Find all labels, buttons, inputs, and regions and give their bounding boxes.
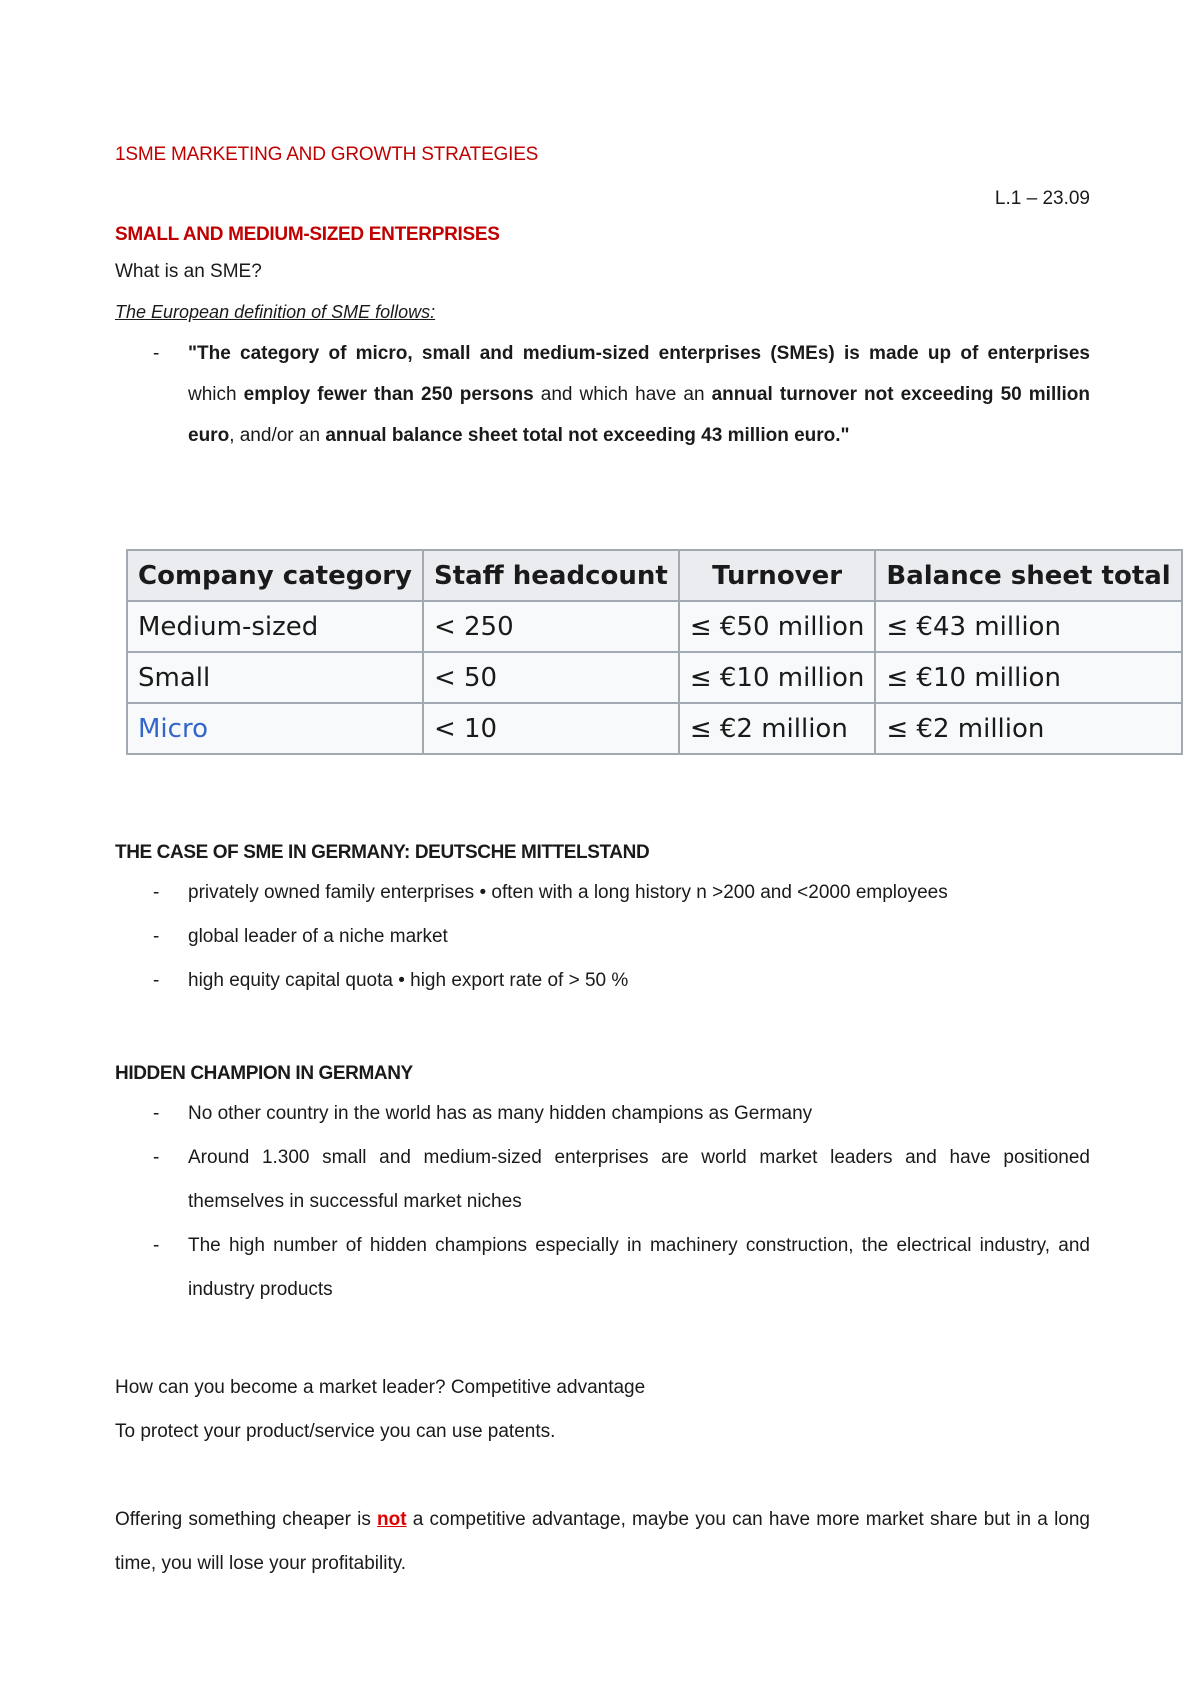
table-row bbox=[127, 601, 1182, 652]
table-header-row bbox=[127, 550, 1182, 601]
sme-heading: SMALL AND MEDIUM-SIZED ENTERPRISES bbox=[115, 224, 500, 245]
list-item: - The high number of hidden champions especially in machinery construction, the electrical industry, and industry products bbox=[153, 1235, 1090, 1300]
cell-balance: ≤ €10 million bbox=[875, 652, 1181, 703]
list-item: - Around 1.300 small and medium-sized enterprises are world market leaders and have positioned themselves in successful market niches bbox=[153, 1147, 1090, 1212]
header-company-category: Company category bbox=[127, 550, 423, 601]
header-balance-sheet-total: Balance sheet total bbox=[875, 550, 1181, 601]
cell-turnover: ≤ €10 million bbox=[679, 652, 876, 703]
sme-question: What is an SME? bbox=[115, 261, 262, 282]
hidden-champion-heading: HIDDEN CHAMPION IN GERMANY bbox=[115, 1063, 413, 1084]
list-item: - global leader of a niche market bbox=[153, 926, 448, 947]
cell-category: Small bbox=[127, 652, 423, 703]
cell-headcount: < 50 bbox=[423, 652, 679, 703]
header-staff-headcount: Staff headcount bbox=[423, 550, 679, 601]
definition-intro: The European definition of SME follows: bbox=[115, 302, 436, 322]
bullet-dash: - bbox=[153, 343, 160, 364]
definition-list bbox=[115, 331, 1090, 454]
germany-heading: THE CASE OF SME IN GERMANY: DEUTSCHE MITTELSTAND bbox=[115, 842, 650, 863]
germany-list bbox=[115, 871, 1090, 1003]
micro-link[interactable]: Micro bbox=[127, 703, 423, 754]
hidden-champion-list bbox=[115, 1092, 1090, 1312]
cell-balance: ≤ €43 million bbox=[875, 601, 1181, 652]
list-item: - privately owned family enterprises • often with a long history n >200 and <2000 employees bbox=[153, 882, 948, 903]
cell-turnover: ≤ €2 million bbox=[679, 703, 876, 754]
market-leader-question: How can you become a market leader? Competitive advantage bbox=[115, 1377, 646, 1398]
document-title: 1SME MARKETING AND GROWTH STRATEGIES bbox=[115, 144, 539, 165]
cell-balance: ≤ €2 million bbox=[875, 703, 1181, 754]
header-turnover: Turnover bbox=[679, 550, 876, 601]
list-item: - high equity capital quota • high export rate of > 50 % bbox=[153, 970, 629, 991]
hidden-champion-section bbox=[115, 1056, 1090, 1312]
lecture-date: L.1 – 23.09 bbox=[994, 188, 1090, 209]
cell-headcount: < 250 bbox=[423, 601, 679, 652]
table-row bbox=[127, 703, 1182, 754]
document-header bbox=[115, 140, 1090, 446]
closing-section bbox=[115, 1366, 1090, 1586]
table-row bbox=[127, 652, 1182, 703]
definition-block bbox=[115, 250, 1090, 454]
cell-turnover: ≤ €50 million bbox=[679, 601, 876, 652]
cell-headcount: < 10 bbox=[423, 703, 679, 754]
cell-category: Medium-sized bbox=[127, 601, 423, 652]
sme-category-table bbox=[126, 549, 1183, 755]
definition-quote: - "The category of micro, small and medium-sized enterprises (SMEs) is made up of enterprises which employ fewer than 250 persons and which have an annual turnover not exceeding 50 million euro, and/or an annual balance sheet total not exceeding 43 million euro." bbox=[115, 333, 1090, 456]
patents-line: To protect your product/service you can use patents. bbox=[115, 1421, 556, 1442]
list-item: - No other country in the world has as many hidden champions as Germany bbox=[153, 1103, 813, 1124]
not-emphasis: not bbox=[377, 1509, 407, 1530]
germany-section bbox=[115, 835, 1090, 1003]
cheaper-paragraph: Offering something cheaper is not a competitive advantage, maybe you can have more market share but in a long time, you will lose your profitability. bbox=[115, 1509, 1090, 1574]
